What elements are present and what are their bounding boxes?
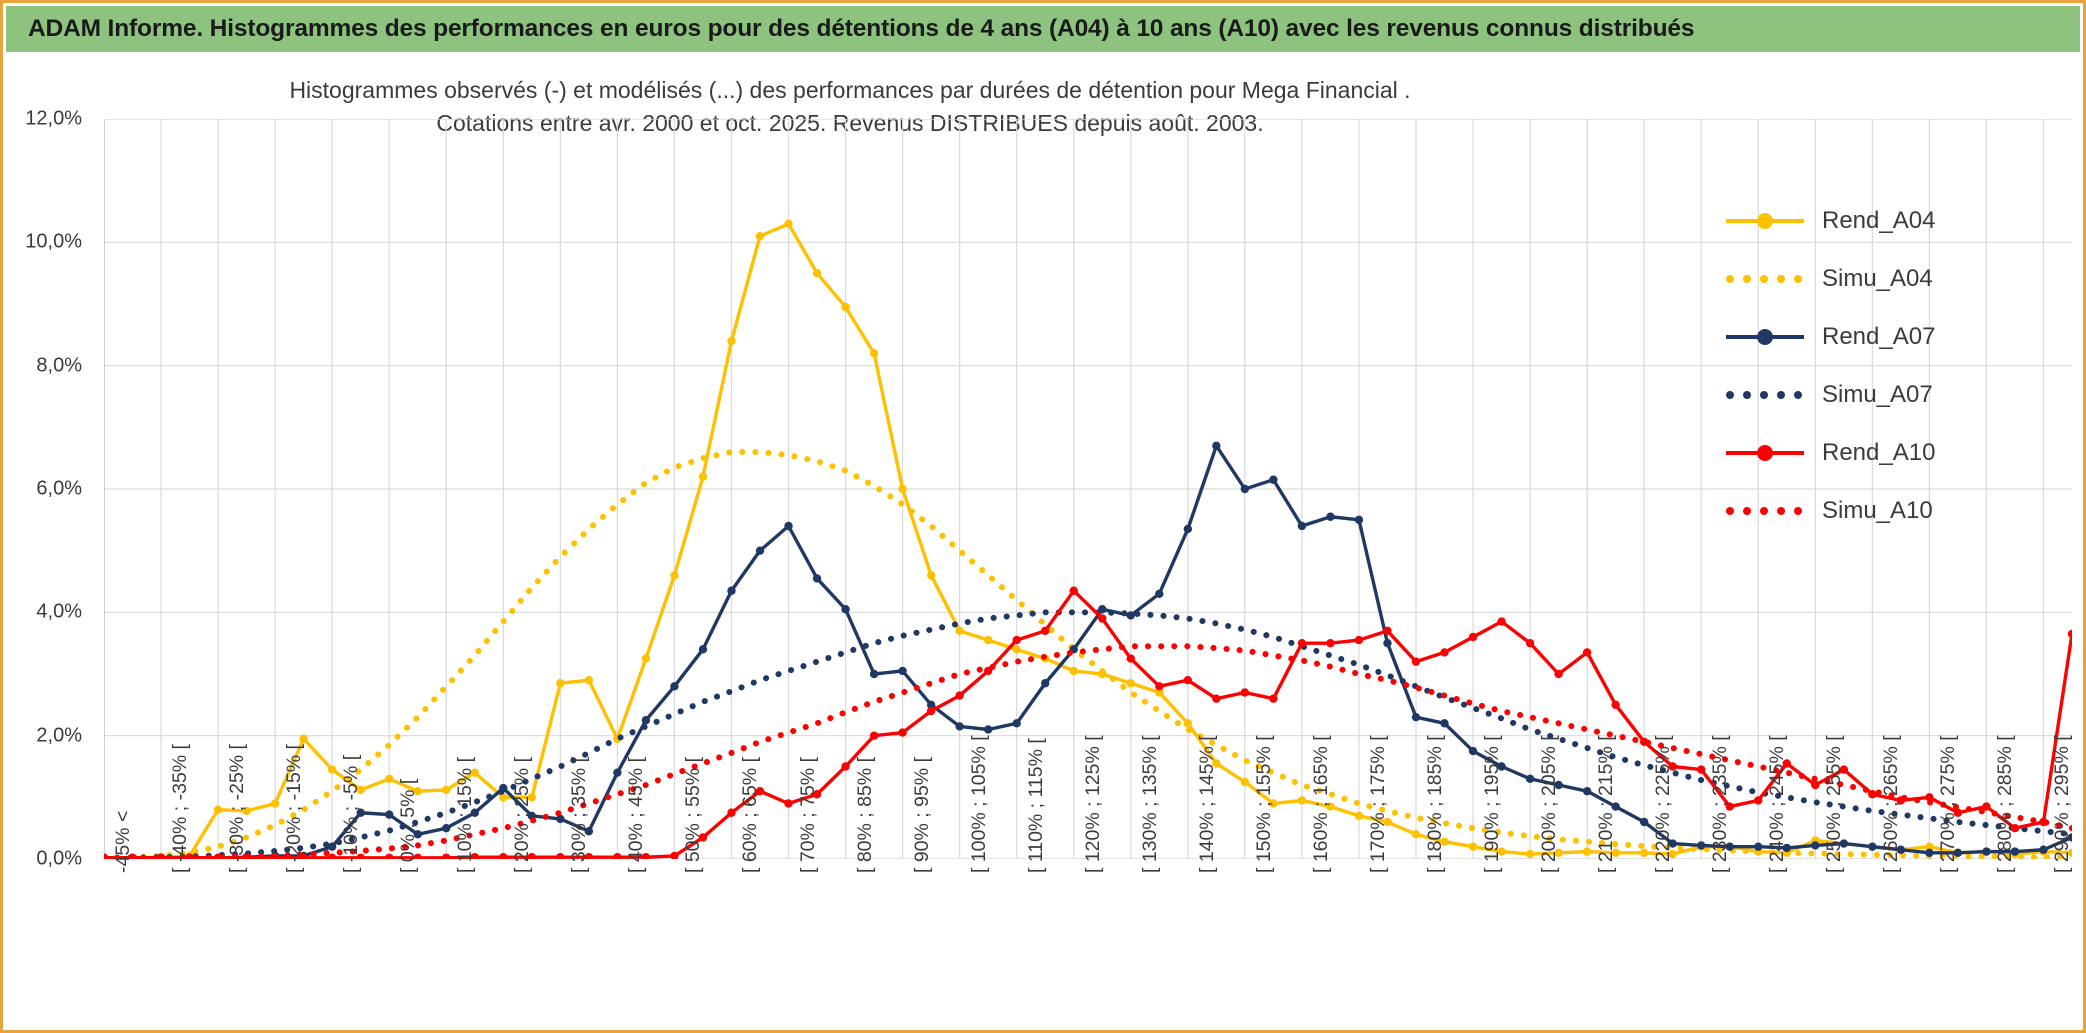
legend-label: Simu_A10 [1822, 497, 1933, 524]
legend-label: Rend_A04 [1822, 207, 1936, 234]
header-banner [6, 6, 2080, 52]
series-marker [271, 799, 279, 807]
series-marker [1070, 587, 1078, 595]
series-marker [1184, 676, 1192, 684]
x-axis-tick-label: [ 160% ; 165% [ [1309, 735, 1332, 873]
series-marker [613, 768, 621, 776]
series-marker [1811, 841, 1819, 849]
series-marker [870, 670, 878, 678]
x-axis-tick-label: [ 290% ; 295% [ [2051, 735, 2074, 873]
series-marker [670, 682, 678, 690]
series-marker [1298, 639, 1306, 647]
series-marker [756, 232, 764, 240]
series-marker [927, 707, 935, 715]
series-marker [1127, 611, 1135, 619]
x-axis-tick-label: [ 260% ; 265% [ [1880, 735, 1903, 873]
y-axis-labels [0, 107, 96, 870]
series-marker [1355, 812, 1363, 820]
legend-item[interactable] [1726, 366, 2056, 424]
series-marker [2039, 846, 2047, 854]
x-axis-tick-label: [ 0% ; 5% [ [397, 778, 420, 873]
series-marker [1868, 790, 1876, 798]
series-marker [955, 722, 963, 730]
x-axis-tick-label: [ 120% ; 125% [ [1081, 735, 1104, 873]
y-axis-tick-label: 2,0% [36, 724, 82, 747]
x-axis-tick-label: [ 220% ; 225% [ [1652, 735, 1675, 873]
series-marker [813, 269, 821, 277]
series-marker [385, 775, 393, 783]
x-axis-tick-label: [ 140% ; 145% [ [1195, 735, 1218, 873]
series-marker [1497, 617, 1505, 625]
series-marker [756, 546, 764, 554]
series-marker [927, 571, 935, 579]
series-marker [870, 349, 878, 357]
x-axis-tick-label: [ 20% ; 25% [ [511, 757, 534, 873]
series-marker [1269, 694, 1277, 702]
series-marker [442, 854, 450, 859]
y-axis-tick-label: 12,0% [25, 107, 82, 130]
series-marker [1611, 701, 1619, 709]
x-axis-tick-label: [ -30% ; -25% [ [226, 744, 249, 873]
y-axis-tick-label: 0,0% [36, 847, 82, 870]
x-axis-tick-label: [ 10% ; 15% [ [454, 757, 477, 873]
series-marker [1440, 719, 1448, 727]
y-axis-tick-label: 6,0% [36, 477, 82, 500]
x-axis-tick-label: [ 100% ; 105% [ [967, 735, 990, 873]
series-marker [1127, 654, 1135, 662]
y-axis-tick-label: 4,0% [36, 600, 82, 623]
series-marker [1013, 645, 1021, 653]
x-axis-tick-label: [ 250% ; 255% [ [1823, 735, 1846, 873]
series-marker [1212, 442, 1220, 450]
series-marker [1469, 747, 1477, 755]
series-marker [727, 809, 735, 817]
series-marker [1326, 639, 1334, 647]
series-marker [1583, 787, 1591, 795]
x-axis-tick-label: [ 90% ; 95% [ [910, 757, 933, 873]
series-marker [1070, 667, 1078, 675]
series-marker [1155, 590, 1163, 598]
x-axis-tick-label: [ 270% ; 275% [ [1937, 735, 1960, 873]
legend-dotted-line [1726, 275, 1804, 283]
series-marker [898, 728, 906, 736]
series-marker [1241, 688, 1249, 696]
legend-dotted-line [1726, 391, 1804, 399]
series-marker [699, 472, 707, 480]
series-marker [1326, 513, 1334, 521]
series-marker [1041, 627, 1049, 635]
series-marker [1355, 516, 1363, 524]
series-marker [1925, 849, 1933, 857]
series-marker [1811, 781, 1819, 789]
series-marker [385, 854, 393, 859]
legend-swatch [1726, 209, 1804, 233]
x-axis-tick-label: [ 60% ; 65% [ [739, 757, 762, 873]
series-marker [1469, 842, 1477, 850]
series-marker [1298, 796, 1306, 804]
series-marker [1640, 818, 1648, 826]
series-marker [984, 636, 992, 644]
series-marker [955, 691, 963, 699]
y-axis-tick-label: 8,0% [36, 354, 82, 377]
x-axis-tick-label: [ 210% ; 215% [ [1595, 735, 1618, 873]
x-axis-tick-label: [ 280% ; 285% [ [1994, 735, 2017, 873]
legend-item[interactable] [1726, 424, 2056, 482]
legend-marker [1757, 329, 1773, 345]
series-marker [1383, 627, 1391, 635]
series-marker [442, 824, 450, 832]
series-marker [898, 485, 906, 493]
series-marker [813, 574, 821, 582]
banner-title: ADAM Informe. Histogrammes des performances en euros pour des détentions de 4 ans (A04) à 10 ans (A10) avec les revenus connus distribués [28, 15, 1695, 42]
series-marker [1184, 719, 1192, 727]
x-axis-tick-label: [ 150% ; 155% [ [1252, 735, 1275, 873]
series-marker [1526, 639, 1534, 647]
y-axis-tick-label: 10,0% [25, 230, 82, 253]
series-marker [1269, 476, 1277, 484]
series-marker [727, 587, 735, 595]
legend-label: Rend_A07 [1822, 323, 1936, 350]
series-marker [1640, 849, 1648, 857]
x-axis-tick-label: [ 110% ; 115% [ [1024, 738, 1047, 873]
series-marker [1412, 713, 1420, 721]
series-marker [1583, 847, 1591, 855]
x-axis-tick-label: [ 50% ; 55% [ [682, 757, 705, 873]
legend-swatch [1726, 325, 1804, 349]
legend-swatch [1726, 267, 1804, 291]
legend-swatch [1726, 383, 1804, 407]
series-marker [1583, 648, 1591, 656]
series-marker [1697, 841, 1705, 849]
x-axis-tick-label: [ 80% ; 85% [ [853, 757, 876, 873]
x-axis-tick-label: [ -40% ; -35% [ [169, 744, 192, 873]
series-marker [1440, 648, 1448, 656]
series-marker [1697, 765, 1705, 773]
series-marker [1754, 796, 1762, 804]
series-marker [556, 679, 564, 687]
series-marker [1868, 842, 1876, 850]
series-marker [870, 731, 878, 739]
series-marker [670, 571, 678, 579]
x-axis-tick-label: [ 230% ; 235% [ [1709, 735, 1732, 873]
series-marker [1127, 679, 1135, 687]
series-marker [1212, 694, 1220, 702]
series-marker [2068, 630, 2072, 638]
x-axis-tick-label: [ -10% ; -5% [ [340, 754, 363, 873]
legend-swatch [1726, 441, 1804, 465]
series-marker [1098, 614, 1106, 622]
x-axis-tick-label: [ 190% ; 195% [ [1481, 735, 1504, 873]
series-marker [984, 725, 992, 733]
series-marker [1469, 633, 1477, 641]
x-axis-tick-label: [ 200% ; 205% [ [1538, 735, 1561, 873]
chart-legend [1726, 192, 2056, 540]
series-marker [1412, 830, 1420, 838]
series-marker [1241, 778, 1249, 786]
series-marker [613, 853, 621, 859]
series-marker [898, 667, 906, 675]
series-marker [699, 645, 707, 653]
series-marker [841, 762, 849, 770]
series-marker [642, 654, 650, 662]
series-marker [784, 799, 792, 807]
series-marker [1298, 522, 1306, 530]
x-axis-labels [104, 735, 2074, 1027]
series-marker [727, 337, 735, 345]
x-axis-tick-label: [ 180% ; 185% [ [1424, 735, 1446, 873]
series-marker [1184, 525, 1192, 533]
legend-label: Simu_A04 [1822, 265, 1933, 292]
series-marker [1526, 850, 1534, 858]
chart-title-line-1: Histogrammes observés (-) et modélisés (...) des performances par durées de détention pour Mega Financial . [289, 77, 1411, 103]
series-marker [299, 735, 307, 743]
series-marker [841, 605, 849, 613]
legend-dotted-line [1726, 507, 1804, 515]
chart-title-line-2: Cotations entre avr. 2000 et oct. 2025. Revenus DISTRIBUES depuis août. 2003. [436, 110, 1264, 137]
series-marker [499, 853, 507, 859]
series-marker [442, 786, 450, 794]
chart-container [0, 52, 2086, 1033]
series-marker [642, 716, 650, 724]
series-marker [556, 853, 564, 859]
x-axis-tick-label: [ 70% ; 75% [ [796, 757, 819, 873]
legend-label: Rend_A10 [1822, 439, 1936, 466]
series-marker [1041, 679, 1049, 687]
x-axis-tick-label: [ -20% ; -15% [ [283, 744, 306, 873]
legend-item[interactable] [1726, 250, 2056, 308]
series-marker [328, 765, 336, 773]
series-marker [1412, 657, 1420, 665]
legend-label: Simu_A07 [1822, 381, 1933, 408]
legend-swatch [1726, 499, 1804, 523]
series-marker [328, 842, 336, 850]
series-marker [1526, 775, 1534, 783]
x-axis-tick-label: -45% < [112, 810, 134, 873]
series-marker [1383, 639, 1391, 647]
series-marker [585, 676, 593, 684]
series-marker [1013, 719, 1021, 727]
series-marker [1155, 682, 1163, 690]
series-marker [1355, 636, 1363, 644]
series-marker [784, 220, 792, 228]
series-marker [955, 627, 963, 635]
x-axis-tick-label: [ 240% ; 245% [ [1766, 735, 1789, 873]
series-marker [1554, 670, 1562, 678]
x-axis-tick-label: [ 30% ; 35% [ [568, 757, 591, 873]
x-axis-tick-label: [ 130% ; 135% [ [1138, 735, 1161, 873]
series-marker [841, 303, 849, 311]
series-marker [1982, 847, 1990, 855]
series-marker [385, 810, 393, 818]
x-axis-tick-label: [ 170% ; 175% [ [1366, 735, 1389, 873]
series-marker [214, 805, 222, 813]
series-marker [1013, 636, 1021, 644]
legend-item[interactable] [1726, 308, 2056, 366]
x-axis-tick-label: [ 40% ; 45% [ [625, 757, 648, 873]
series-marker [1241, 485, 1249, 493]
legend-item[interactable] [1726, 482, 2056, 540]
legend-marker [1757, 445, 1773, 461]
legend-marker [1757, 213, 1773, 229]
series-marker [1754, 842, 1762, 850]
legend-item[interactable] [1726, 192, 2056, 250]
series-marker [784, 522, 792, 530]
